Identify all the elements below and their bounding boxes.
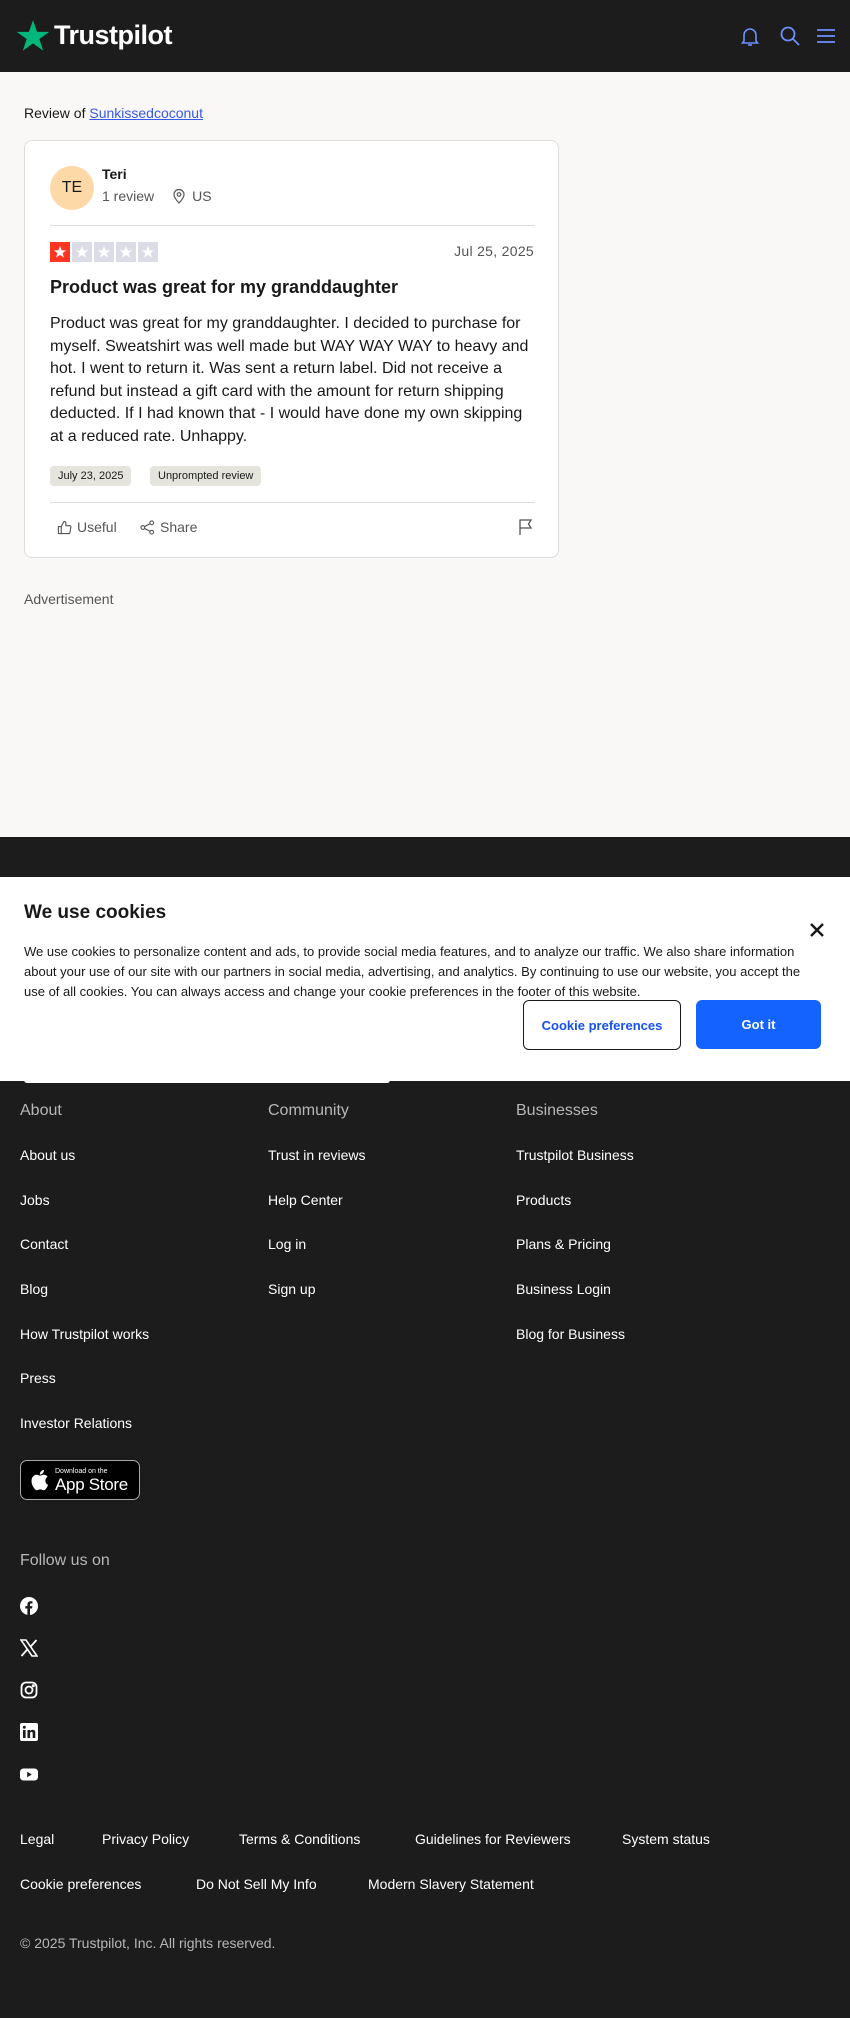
useful-button[interactable] [57, 519, 117, 535]
useful-label: Useful [77, 519, 117, 535]
got-it-button[interactable]: Got it [696, 1000, 821, 1049]
advertisement-label: Advertisement [24, 591, 114, 607]
footer-column-community [268, 1102, 366, 1326]
location-pin-icon [172, 188, 186, 204]
review-body: Product was great for my granddaughter. I decided to purchase for myself. Sweatshirt was well made but WAY WAY WAY to heavy and hot. I went to return it. Was sent a return label. Did not receive a refund but instead a gift card with the amount for return shipping deducted. If I had known that - I would have done my own skipping at a reduced rate. Unhappy. [50, 315, 529, 445]
reviewer-meta [102, 188, 212, 204]
footer-legal-link[interactable]: System status [622, 1831, 710, 1847]
share-label: Share [160, 519, 198, 535]
search-icon[interactable] [778, 24, 802, 48]
star-empty-icon [116, 242, 136, 262]
trustpilot-star-icon [16, 18, 50, 52]
copyright: © 2025 Trustpilot, Inc. All rights reserved. [20, 1935, 276, 1951]
footer-legal-link[interactable]: Modern Slavery Statement [368, 1876, 534, 1892]
business-link[interactable]: Sunkissedcoconut [89, 105, 203, 121]
footer-link[interactable]: Log in [268, 1236, 307, 1253]
share-icon [140, 520, 155, 535]
footer-heading: Businesses [516, 1102, 598, 1119]
flag-icon[interactable] [518, 518, 534, 536]
review-card [24, 140, 559, 558]
divider [50, 502, 535, 503]
footer-legal-link[interactable]: Legal [20, 1831, 55, 1847]
footer-column-about [20, 1102, 149, 1460]
cookie-banner-edge [24, 1079, 390, 1083]
follow-heading: Follow us on [20, 1552, 110, 1569]
footer-link[interactable]: Business Login [516, 1281, 611, 1298]
youtube-icon[interactable] [20, 1765, 38, 1783]
avatar[interactable]: TE [50, 166, 94, 210]
reviewer-location [172, 188, 211, 204]
footer-link[interactable]: Contact [20, 1236, 69, 1253]
footer-link[interactable]: Sign up [268, 1281, 316, 1298]
footer-heading: About [20, 1102, 62, 1119]
footer-link[interactable]: Investor Relations [20, 1415, 133, 1432]
review-count: 1 review [102, 188, 155, 204]
footer-legal-link[interactable]: Do Not Sell My Info [196, 1876, 317, 1892]
star-empty-icon [138, 242, 158, 262]
x-icon[interactable] [20, 1639, 38, 1657]
share-button[interactable] [140, 519, 197, 535]
app-store-text [55, 1467, 128, 1494]
star-empty-icon [72, 242, 92, 262]
reviewer-name[interactable]: Teri [102, 166, 127, 182]
linkedin-icon[interactable] [20, 1723, 38, 1741]
thumbs-up-icon [57, 520, 72, 535]
star-filled-icon [50, 242, 70, 262]
bell-icon[interactable] [738, 24, 762, 48]
footer-legal-link[interactable]: Guidelines for Reviewers [415, 1831, 571, 1847]
brand-name: Trustpilot [54, 19, 172, 50]
review-of-prefix: Review of [24, 105, 86, 121]
footer-link[interactable]: Blog [20, 1281, 49, 1298]
review-title: Product was great for my granddaughter [50, 277, 399, 297]
footer-heading: Community [268, 1102, 349, 1119]
unprompted-review-tag: Unprompted review [150, 466, 261, 486]
cookie-banner [0, 877, 850, 1081]
cookie-title: We use cookies [24, 902, 167, 923]
menu-icon[interactable] [814, 24, 838, 48]
footer-link[interactable]: Jobs [20, 1191, 50, 1208]
app-store-badge[interactable] [20, 1460, 140, 1500]
experience-date-tag: July 23, 2025 [50, 466, 131, 486]
cookie-text: We use cookies to personalize content and ads, to provide social media features, and to analyze our traffic. We also share information about your use of our site with our partners in social media, advertising, and analytics. By continuing to use our website, you accept the use of all cookies. You can always access and change your cookie preferences in the footer of this website. [24, 944, 801, 999]
apple-icon [29, 1468, 49, 1492]
review-of-line [24, 105, 203, 121]
footer-link[interactable]: Trustpilot Business [516, 1147, 634, 1163]
cookie-preferences-button[interactable]: Cookie preferences [523, 1000, 681, 1050]
star-rating [50, 242, 160, 262]
instagram-icon[interactable] [20, 1681, 38, 1699]
footer-link[interactable]: Trust in reviews [268, 1147, 366, 1163]
footer-column-businesses [516, 1102, 634, 1370]
footer-legal-link[interactable]: Cookie preferences [20, 1876, 142, 1892]
footer-link[interactable]: Products [516, 1191, 572, 1208]
site-header [0, 0, 850, 72]
divider [50, 225, 535, 226]
app-store-big-text: App Store [55, 1474, 128, 1494]
trustpilot-logo[interactable] [16, 18, 172, 52]
app-store-small-text: Download on the [55, 1467, 108, 1475]
facebook-icon[interactable] [20, 1597, 38, 1615]
footer-link[interactable]: Press [20, 1370, 56, 1387]
footer-link[interactable]: Help Center [268, 1191, 343, 1208]
review-date: Jul 25, 2025 [454, 243, 534, 259]
footer-legal-link[interactable]: Privacy Policy [102, 1831, 190, 1847]
footer-link[interactable]: Blog for Business [516, 1325, 625, 1342]
close-icon[interactable] [808, 921, 826, 939]
footer-link[interactable]: About us [20, 1147, 76, 1163]
country: US [192, 188, 212, 204]
footer-link[interactable]: How Trustpilot works [20, 1325, 150, 1342]
footer-link[interactable]: Plans & Pricing [516, 1236, 611, 1253]
footer-legal-link[interactable]: Terms & Conditions [239, 1831, 361, 1847]
star-empty-icon [94, 242, 114, 262]
